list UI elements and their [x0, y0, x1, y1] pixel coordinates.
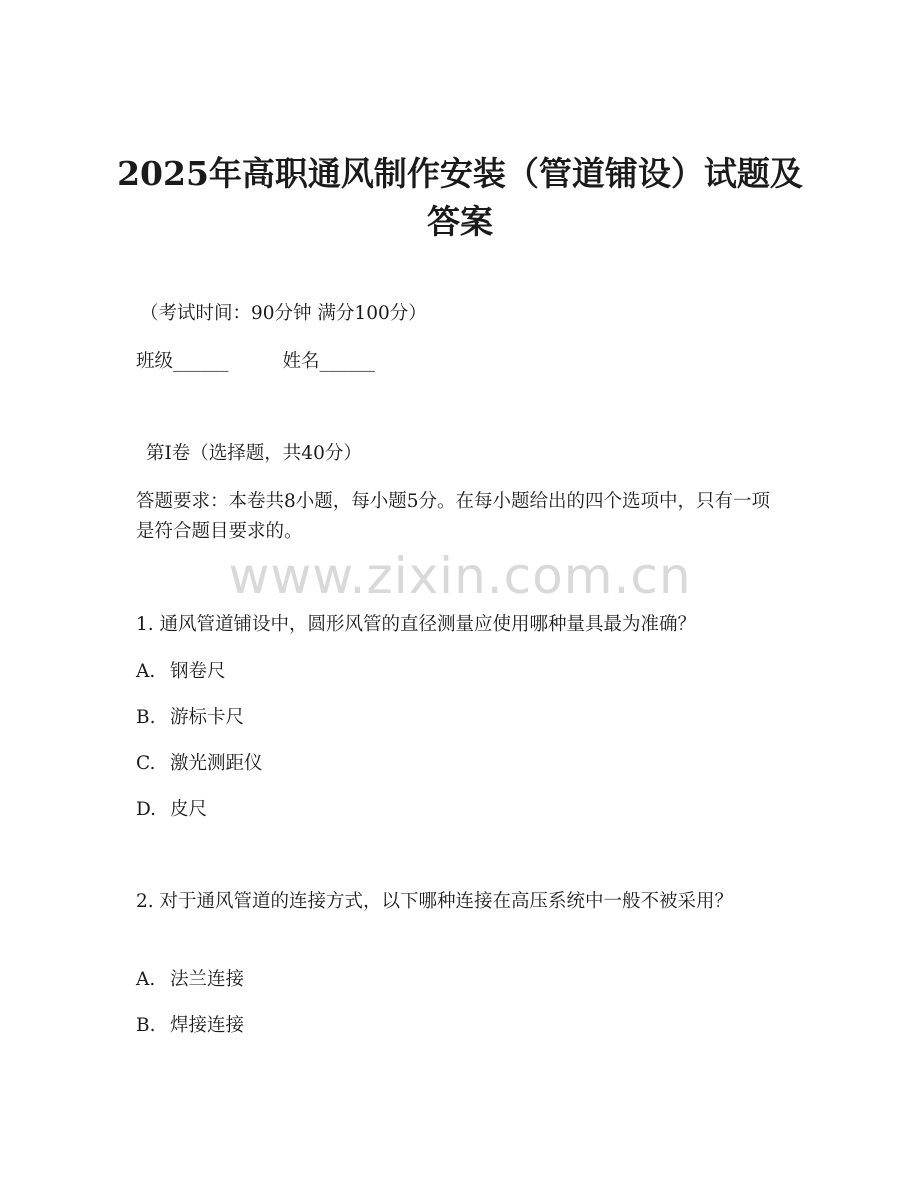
option-text: 皮尺: [170, 799, 208, 820]
option-letter: C.: [136, 753, 156, 774]
option-text: 法兰连接: [170, 969, 245, 990]
name-label: 姓名______: [282, 351, 376, 372]
question-1-option-a: [136, 659, 226, 685]
watermark: www.zixin.com.cn: [228, 547, 692, 605]
question-1-option-b: [136, 705, 244, 731]
section-heading: 第I卷（选择题，共40分）: [146, 443, 362, 464]
question-1-stem: 1. 通风管道铺设中，圆形风管的直径测量应使用哪种量具最为准确？: [136, 614, 697, 635]
option-letter: A.: [136, 661, 156, 682]
question-1-option-c: [136, 751, 263, 777]
question-2-stem: 2. 对于通风管道的连接方式，以下哪种连接在高压系统中一般不被采用？: [136, 891, 734, 912]
option-letter: B.: [136, 1015, 156, 1036]
option-text: 激光测距仪: [170, 753, 263, 774]
option-text: 游标卡尺: [170, 707, 245, 728]
student-info-line: [136, 349, 375, 375]
instructions: 答题要求：本卷共8小题，每小题5分。在每小题给出的四个选项中，只有一项是符合题目要求的。: [136, 491, 771, 542]
class-label: 班级______: [136, 351, 229, 372]
option-text: 钢卷尺: [170, 661, 226, 682]
option-letter: B.: [136, 707, 156, 728]
option-letter: D.: [136, 799, 157, 820]
question-1-option-d: [136, 797, 207, 823]
option-letter: A.: [136, 969, 156, 990]
exam-info: （考试时间：90分钟 满分100分）: [140, 303, 427, 324]
option-text: 焊接连接: [170, 1015, 245, 1036]
question-2-option-b: [136, 1013, 244, 1039]
question-2-option-a: [136, 967, 244, 993]
document-title: 2025年高职通风制作安装（管道铺设）试题及答案: [117, 154, 803, 241]
